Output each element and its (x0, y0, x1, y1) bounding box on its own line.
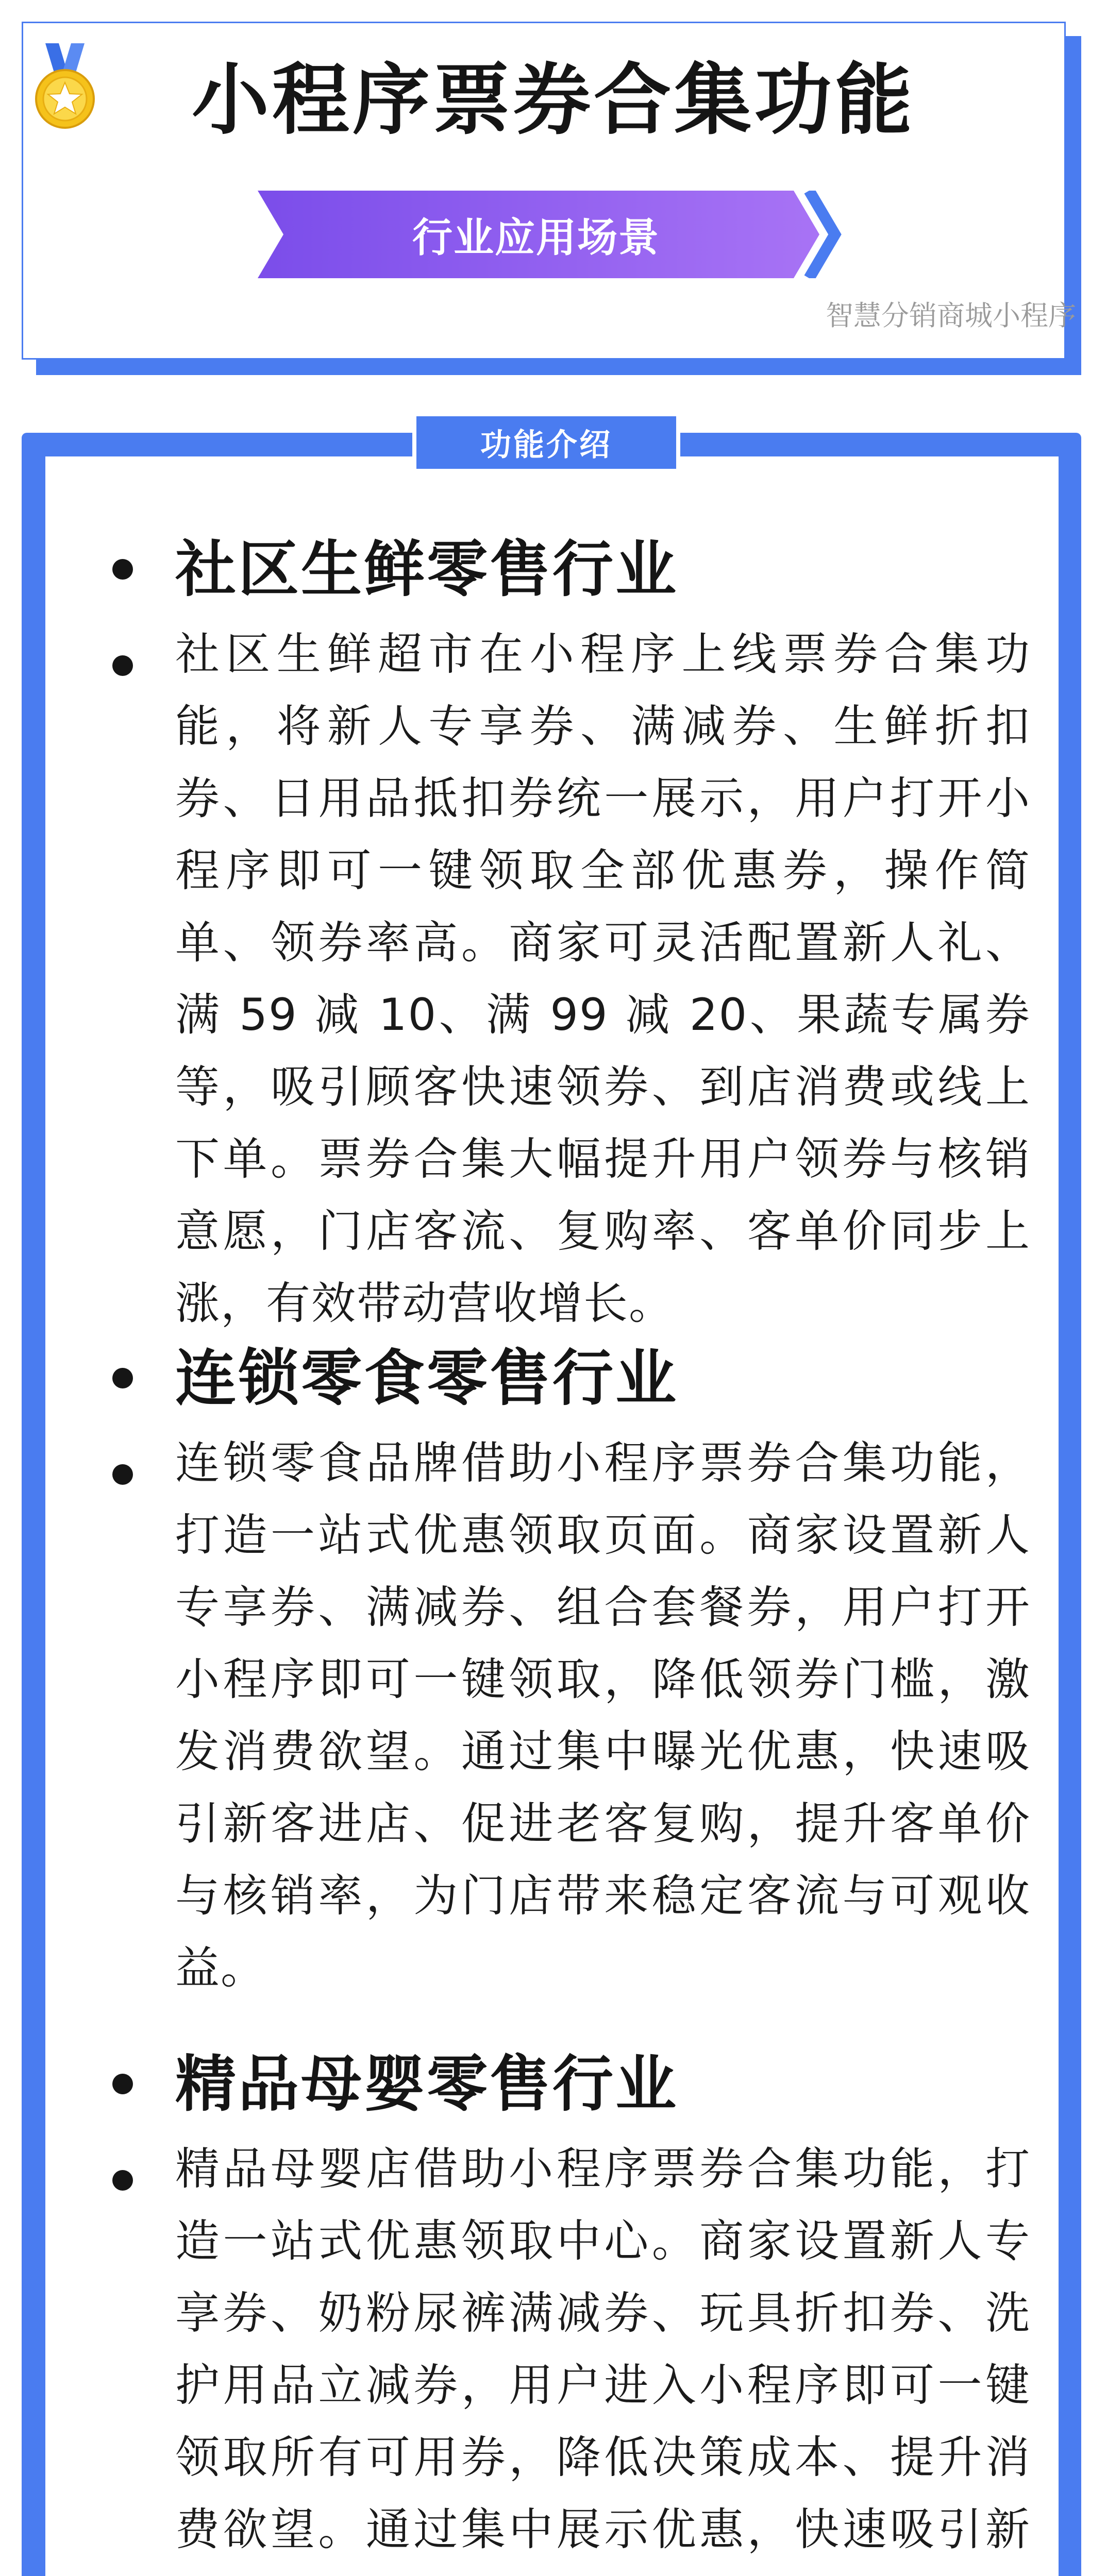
bullet-dot (112, 2074, 133, 2094)
bullet-dot (112, 655, 133, 676)
section-heading: 连锁零食零售行业 (175, 1343, 679, 1414)
bullet-dot (112, 1368, 133, 1388)
section-community-fresh (103, 531, 1031, 1340)
section-chain-snacks (103, 1340, 1031, 2004)
bullet-dot (112, 2170, 133, 2191)
page-title: 小程序票券合集功能 (191, 56, 915, 145)
section-maternal-baby (103, 2045, 1031, 2576)
section-heading: 精品母婴零售行业 (175, 2048, 679, 2120)
bullet-dot (112, 559, 133, 580)
brand-note: 智慧分销商城小程序 (826, 299, 1076, 332)
section-body: 精品母婴店借助小程序票券合集功能，打造一站式优惠领取中心。商家设置新人专享券、奶粉尿裤满减券、玩具折扣券、洗护用品立减券，用户进入小程序即可一键领取所有可用券，降低决策成本、提升消费欲望。通过集中展示优惠，快速吸引新 (175, 2143, 1031, 2555)
bullet-dot (112, 1464, 133, 1485)
section-heading: 社区生鲜零售行业 (175, 534, 679, 605)
ribbon-label: 行业应用场景 (412, 215, 660, 261)
section-body: 连锁零食品牌借助小程序票券合集功能，打造一站式优惠领取页面。商家设置新人专享券、满减券、组合套餐券，用户打开小程序即可一键领取，降低领券门槛，激发消费欲望。通过集中曝光优惠，快速吸引新客进店、促进老客复购，提升客单价与核销率，为门店带来稳定客流与可观收益。 (175, 1437, 1031, 1994)
section-body: 社区生鲜超市在小程序上线票券合集功能，将新人专享券、满减券、生鲜折扣券、日用品抵扣券统一展示，用户打开小程序即可一键领取全部优惠券，操作简单、领券率高。商家可灵活配置新人礼、满 59 减 10、满 99 减 20、果蔬专属券等，吸引顾客快速领券、到店消费或线上下单。票券合集大幅提升用户领券与核销意愿，门店客流、复购率、客单价同步上涨，有效带动营收增长。 (175, 629, 1031, 1329)
section-tab-label: 功能介绍 (412, 412, 680, 473)
